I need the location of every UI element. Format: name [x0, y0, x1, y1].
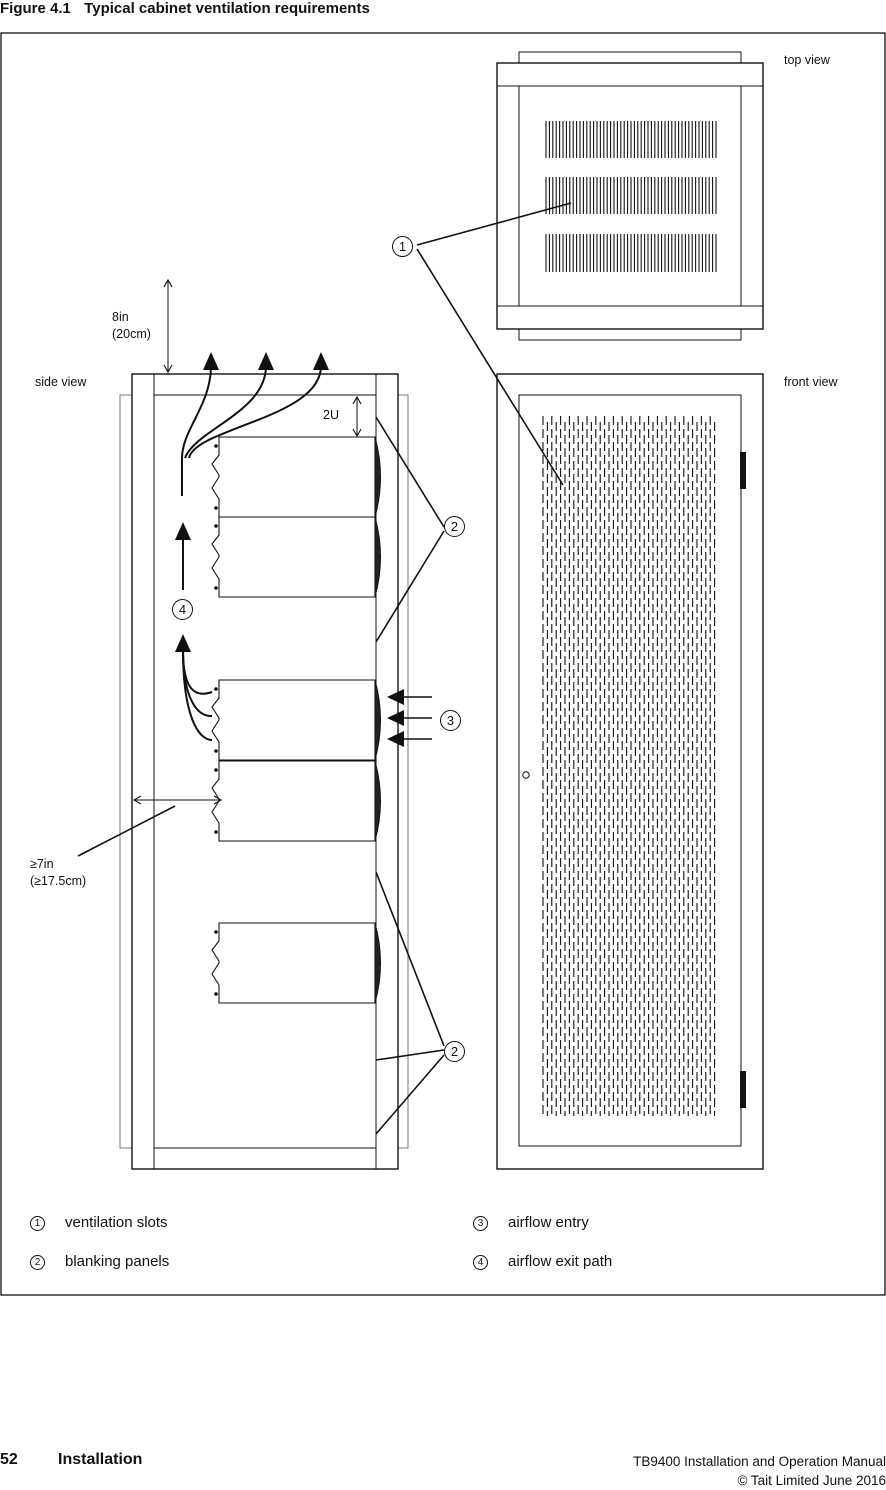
side-view-label: side view — [35, 375, 87, 389]
section-name: Installation — [58, 1451, 143, 1468]
front-vent-slots — [543, 416, 715, 1116]
legend-label: airflow exit path — [508, 1253, 613, 1270]
legend-item-airflow-entry — [473, 1214, 589, 1231]
legend-item-ventilation-slots — [30, 1214, 168, 1231]
front-view-cabinet — [497, 374, 763, 1169]
legend-label: ventilation slots — [65, 1214, 168, 1231]
equipment-unit — [212, 437, 381, 517]
top-clearance-metric: (20cm) — [112, 327, 151, 341]
equipment-unit — [212, 923, 381, 1003]
page-footer-left — [0, 1451, 142, 1469]
figure-number: Figure 4.1 — [0, 0, 71, 17]
equipment-unit — [212, 680, 381, 760]
copyright: © Tait Limited June 2016 — [737, 1473, 886, 1488]
airflow-exit-arrowheads — [203, 352, 329, 370]
legend-number: 2 — [30, 1255, 45, 1270]
rack-gap-label: 2U — [323, 408, 339, 422]
top-view-cabinet — [497, 52, 763, 340]
manual-title: TB9400 Installation and Operation Manual — [633, 1454, 886, 1469]
legend-number: 4 — [473, 1255, 488, 1270]
side-clearance-label — [30, 856, 86, 890]
front-view-label: front view — [784, 375, 838, 389]
callout-3-airflow-entry: 3 — [440, 710, 461, 731]
legend-item-airflow-exit-path — [473, 1253, 612, 1270]
callout-4-airflow-exit-path: 4 — [172, 599, 193, 620]
equipment-unit — [212, 761, 381, 841]
side-clearance-value: ≥7in — [30, 857, 54, 871]
door-lock — [523, 772, 529, 778]
legend-number: 1 — [30, 1216, 45, 1231]
top-view-label: top view — [784, 53, 830, 67]
upper-hinge — [740, 452, 746, 489]
lower-hinge — [740, 1071, 746, 1108]
page-footer-right — [633, 1452, 886, 1490]
callout-leaders — [376, 203, 571, 1134]
top-clearance-label — [112, 309, 151, 343]
side-view-cabinet — [120, 374, 408, 1169]
page-number: 52 — [0, 1451, 18, 1468]
callout-2-blanking-panels-upper: 2 — [444, 516, 465, 537]
equipment-unit — [212, 517, 381, 597]
top-clearance-value: 8in — [112, 310, 129, 324]
legend-label: blanking panels — [65, 1253, 170, 1270]
legend-number: 3 — [473, 1216, 488, 1231]
figure-caption: Typical cabinet ventilation requirements — [84, 0, 370, 17]
legend-label: airflow entry — [508, 1214, 589, 1231]
side-clearance-metric: (≥17.5cm) — [30, 874, 87, 888]
legend-item-blanking-panels — [30, 1253, 169, 1270]
callout-2-blanking-panels-lower: 2 — [444, 1041, 465, 1062]
callout-1-ventilation-slots: 1 — [392, 236, 413, 257]
airflow-entry-arrows — [387, 689, 432, 747]
